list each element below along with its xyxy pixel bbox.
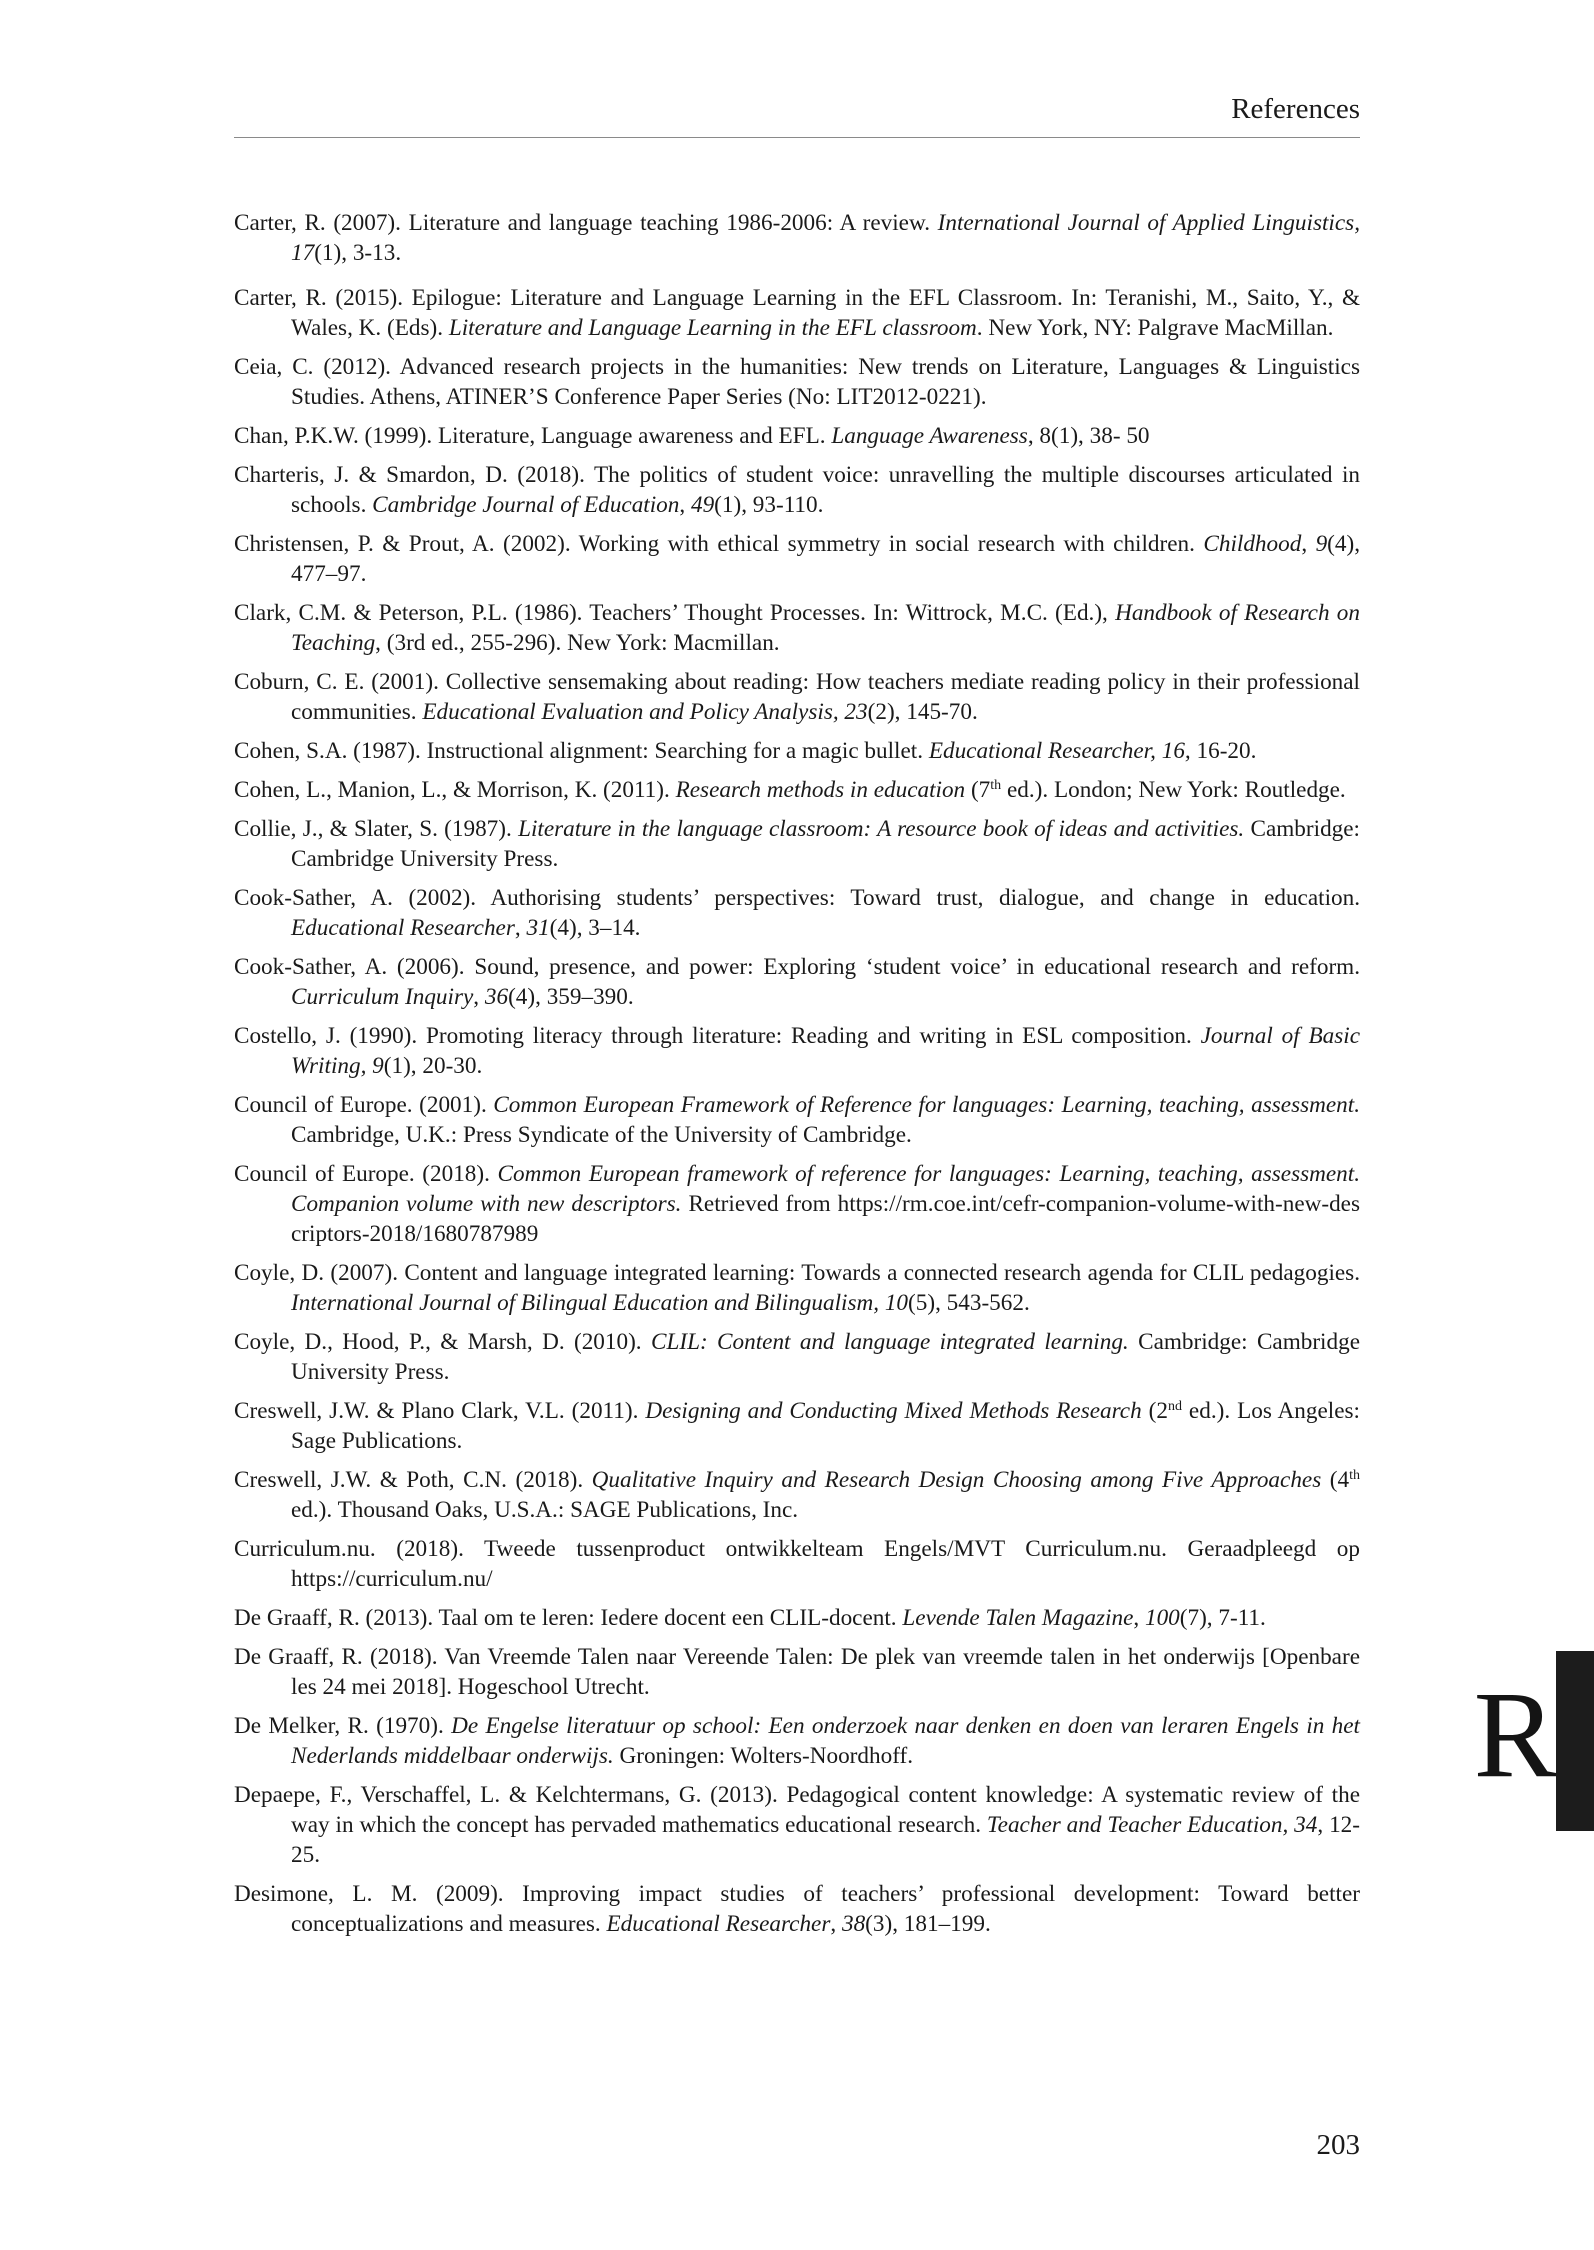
reference-list [234,208,1360,1948]
reference-creswell-2018: Creswell, J.W. & Poth, C.N. (2018). Qualitative Inquiry and Research Design Choosing among Five Approaches (4th ed.). Thousand Oaks, U.S.A.: SAGE Publications, Inc. [234,1467,1360,1523]
header-rule [234,137,1360,138]
reference-carter-2015: Carter, R. (2015). Epilogue: Literature and Language Learning in the EFL Classroom. In: Teranishi, M., Saito, Y., & Wales, K. (Eds). Literature and Language Learning in the EFL classroom. New York, NY: Palgrave MacMillan. [234,285,1360,341]
reference-chan-1999: Chan, P.K.W. (1999). Literature, Language awareness and EFL. Language Awareness, 8(1), 38- 50 [234,423,1150,449]
reference-coburn-2001: Coburn, C. E. (2001). Collective sensemaking about reading: How teachers mediate reading policy in their professional communities. Educational Evaluation and Policy Analysis, 23(2), 145-70. [234,669,1360,725]
reference-desimone-2009: Desimone, L. M. (2009). Improving impact studies of teachers’ professional development: Toward better conceptualizations and measures. Educational Researcher, 38(3), 181–199. [234,1881,1360,1937]
reference-de-melker-1970: De Melker, R. (1970). De Engelse literatuur op school: Een onderzoek naar denken en doen van leraren Engels in het Nederlands middelbaar onderwijs. Groningen: Wolters-Noordhoff. [234,1713,1360,1769]
reference-cohen-2011: Cohen, L., Manion, L., & Morrison, K. (2011). Research methods in education (7th ed.). London; New York: Routledge. [234,777,1346,803]
running-head: References [1231,93,1360,125]
reference-ceia-2012: Ceia, C. (2012). Advanced research projects in the humanities: New trends on Literature, Languages & Linguistics Studies. Athens, ATINER’S Conference Paper Series (No: LIT2012-0221). [234,354,1360,410]
reference-coyle-2010: Coyle, D., Hood, P., & Marsh, D. (2010). CLIL: Content and language integrated learning. Cambridge: Cambridge University Press. [234,1329,1360,1385]
reference-cook-sather-2006: Cook-Sather, A. (2006). Sound, presence, and power: Exploring ‘student voice’ in educational research and reform. Curriculum Inquiry, 36(4), 359–390. [234,954,1360,1010]
reference-council-europe-2018: Council of Europe. (2018). Common European framework of reference for languages: Learning, teaching, assessment. Companion volume with new descriptors. Retrieved from https://rm.coe.int/cefr-companion-volume-with-new-descriptors-2018/1680787989 [234,1161,1360,1247]
reference-de-graaff-2018: De Graaff, R. (2018). Van Vreemde Talen naar Vereende Talen: De plek van vreemde talen in het onderwijs [Openbare les 24 mei 2018]. Hogeschool Utrecht. [234,1644,1360,1700]
reference-curriculum-nu-2018: Curriculum.nu. (2018). Tweede tussenproduct ontwikkelteam Engels/MVT Curriculum.nu. Geraadpleegd op https://curriculum.nu/ [234,1536,1360,1592]
reference-url[interactable]: https://rm.coe.int/cefr-companion-volume-with-new-descriptors-2018/1680787989 [291,1191,1360,1247]
reference-coyle-2007: Coyle, D. (2007). Content and language integrated learning: Towards a connected research agenda for CLIL pedagogies. International Journal of Bilingual Education and Bilingualism, 10(5), 543-562. [234,1260,1360,1316]
page-number: 203 [1316,2129,1360,2161]
reference-charteris-2018: Charteris, J. & Smardon, D. (2018). The politics of student voice: unravelling the multiple discourses articulated in schools. Cambridge Journal of Education, 49(1), 93-110. [234,462,1360,518]
reference-cohen-1987: Cohen, S.A. (1987). Instructional alignment: Searching for a magic bullet. Educational Researcher, 16, 16-20. [234,738,1257,764]
reference-clark-1986: Clark, C.M. & Peterson, P.L. (1986). Teachers’ Thought Processes. In: Wittrock, M.C. (Ed.), Handbook of Research on Teaching, (3rd ed., 255-296). New York: Macmillan. [234,600,1360,656]
reference-christensen-2002: Christensen, P. & Prout, A. (2002). Working with ethical symmetry in social research with children. Childhood, 9(4), 477–97. [234,531,1360,587]
section-thumb-tab [1556,1651,1594,1831]
reference-creswell-2011: Creswell, J.W. & Plano Clark, V.L. (2011). Designing and Conducting Mixed Methods Research (2nd ed.). Los Angeles: Sage Publications. [234,1398,1360,1454]
reference-collie-1987: Collie, J., & Slater, S. (1987). Literature in the language classroom: A resource book of ideas and activities. Cambridge: Cambridge University Press. [234,816,1360,872]
reference-de-graaff-2013: De Graaff, R. (2013). Taal om te leren: Iedere docent een CLIL-docent. Levende Talen Magazine, 100(7), 7-11. [234,1605,1266,1631]
reference-costello-1990: Costello, J. (1990). Promoting literacy through literature: Reading and writing in ESL composition. Journal of Basic Writing, 9(1), 20-30. [234,1023,1360,1079]
reference-depaepe-2013: Depaepe, F., Verschaffel, L. & Kelchtermans, G. (2013). Pedagogical content knowledge: A systematic review of the way in which the concept has pervaded mathematics educational research. Teacher and Teacher Education, 34, 12-25. [234,1782,1360,1868]
reference-cook-sather-2002: Cook-Sather, A. (2002). Authorising students’ perspectives: Toward trust, dialogue, and change in education. Educational Researcher, 31(4), 3–14. [234,885,1360,941]
reference-carter-2007: Carter, R. (2007). Literature and language teaching 1986-2006: A review. International Journal of Applied Linguistics, 17(1), 3-13. [234,210,1360,266]
reference-council-europe-2001: Council of Europe. (2001). Common European Framework of Reference for languages: Learning, teaching, assessment. Cambridge, U.K.: Press Syndicate of the University of Cambridge. [234,1092,1360,1148]
section-thumb-letter: R [1473,1666,1557,1803]
